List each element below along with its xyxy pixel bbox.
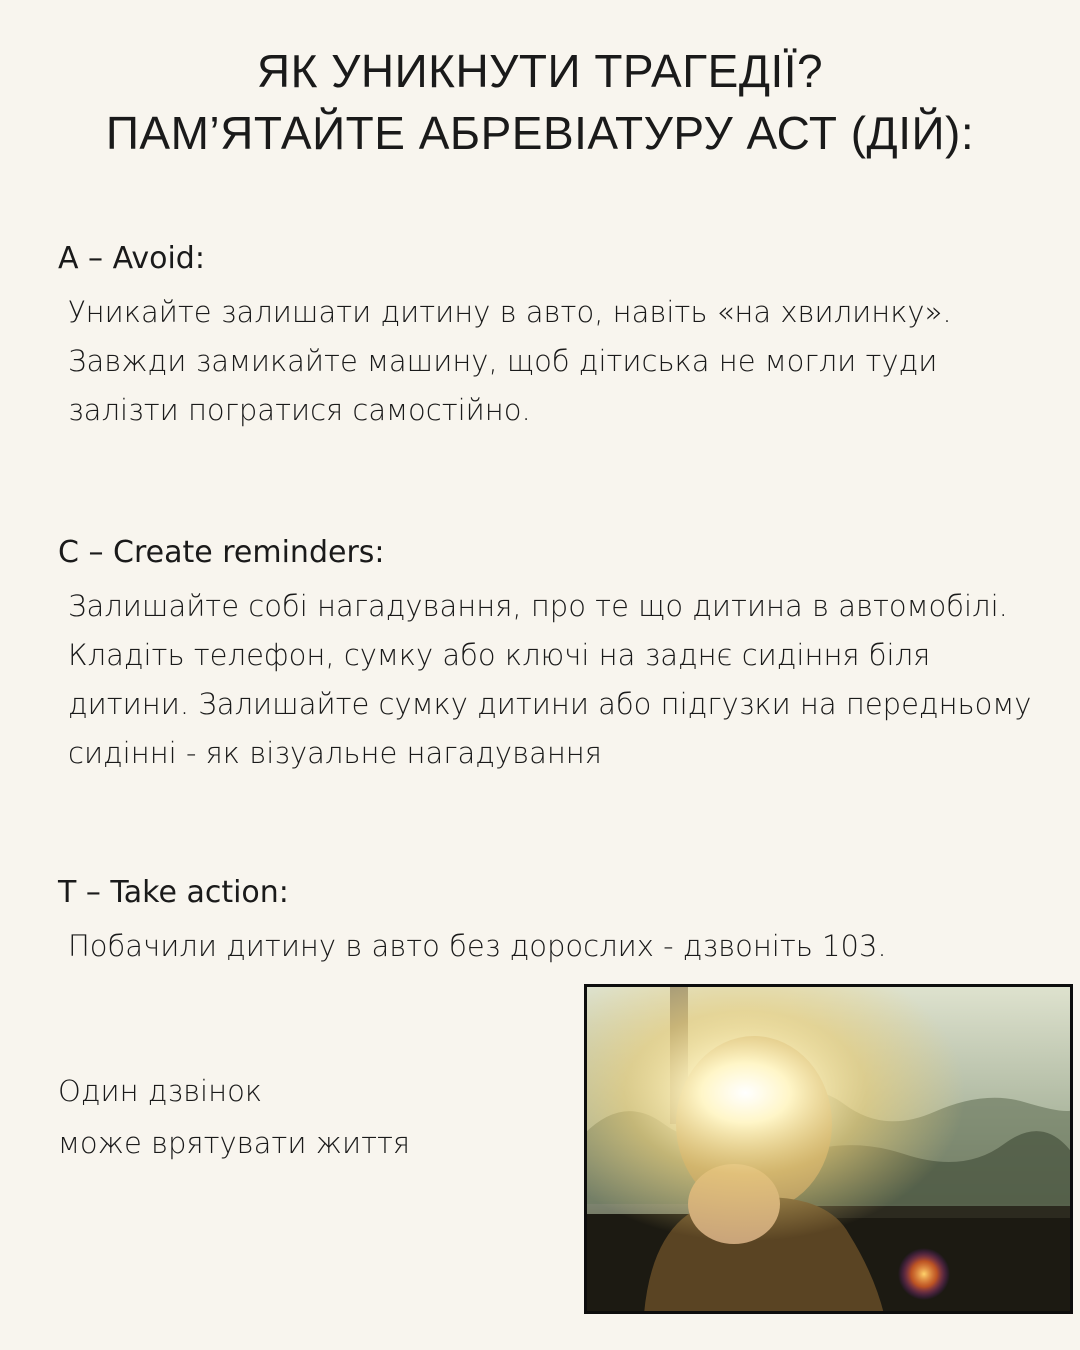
title-line-2: ПАМ’ЯТАЙТЕ АБРЕВІАТУРУ АСТ (ДІЙ): [105, 107, 975, 159]
section-take-action [58, 870, 1038, 971]
section-create-reminders [58, 530, 1038, 778]
page-title [0, 40, 1080, 164]
photo-illustration [584, 984, 1073, 1314]
section-heading: T – Take action: [58, 875, 289, 910]
closing-line-1: Один дзвінок [58, 1074, 263, 1108]
section-body: Уникайте залишати дитину в авто, навіть «на хвилинку». Завжди замикайте машину, щоб дітиська не могли туди залізти погратися самостійно. [68, 295, 952, 427]
section-avoid [58, 236, 1038, 435]
closing-message [58, 1065, 558, 1169]
section-heading: A – Avoid: [58, 241, 205, 276]
title-line-1: ЯК УНИКНУТИ ТРАГЕДІЇ? [256, 45, 824, 97]
closing-line-2: може врятувати життя [58, 1126, 411, 1160]
section-heading: C – Create reminders: [58, 535, 385, 570]
section-body: Залишайте собі нагадування, про те що дитина в автомобілі. Кладіть телефон, сумку або ключі на заднє сидіння біля дитини. Залишайте сумку дитини або підгузки на передньому сидінні - як візуальне нагадування [68, 589, 1032, 770]
child-in-car-photo [584, 984, 1073, 1314]
section-body: Побачили дитину в авто без дорослих - дзвоніть 103. [68, 929, 887, 963]
